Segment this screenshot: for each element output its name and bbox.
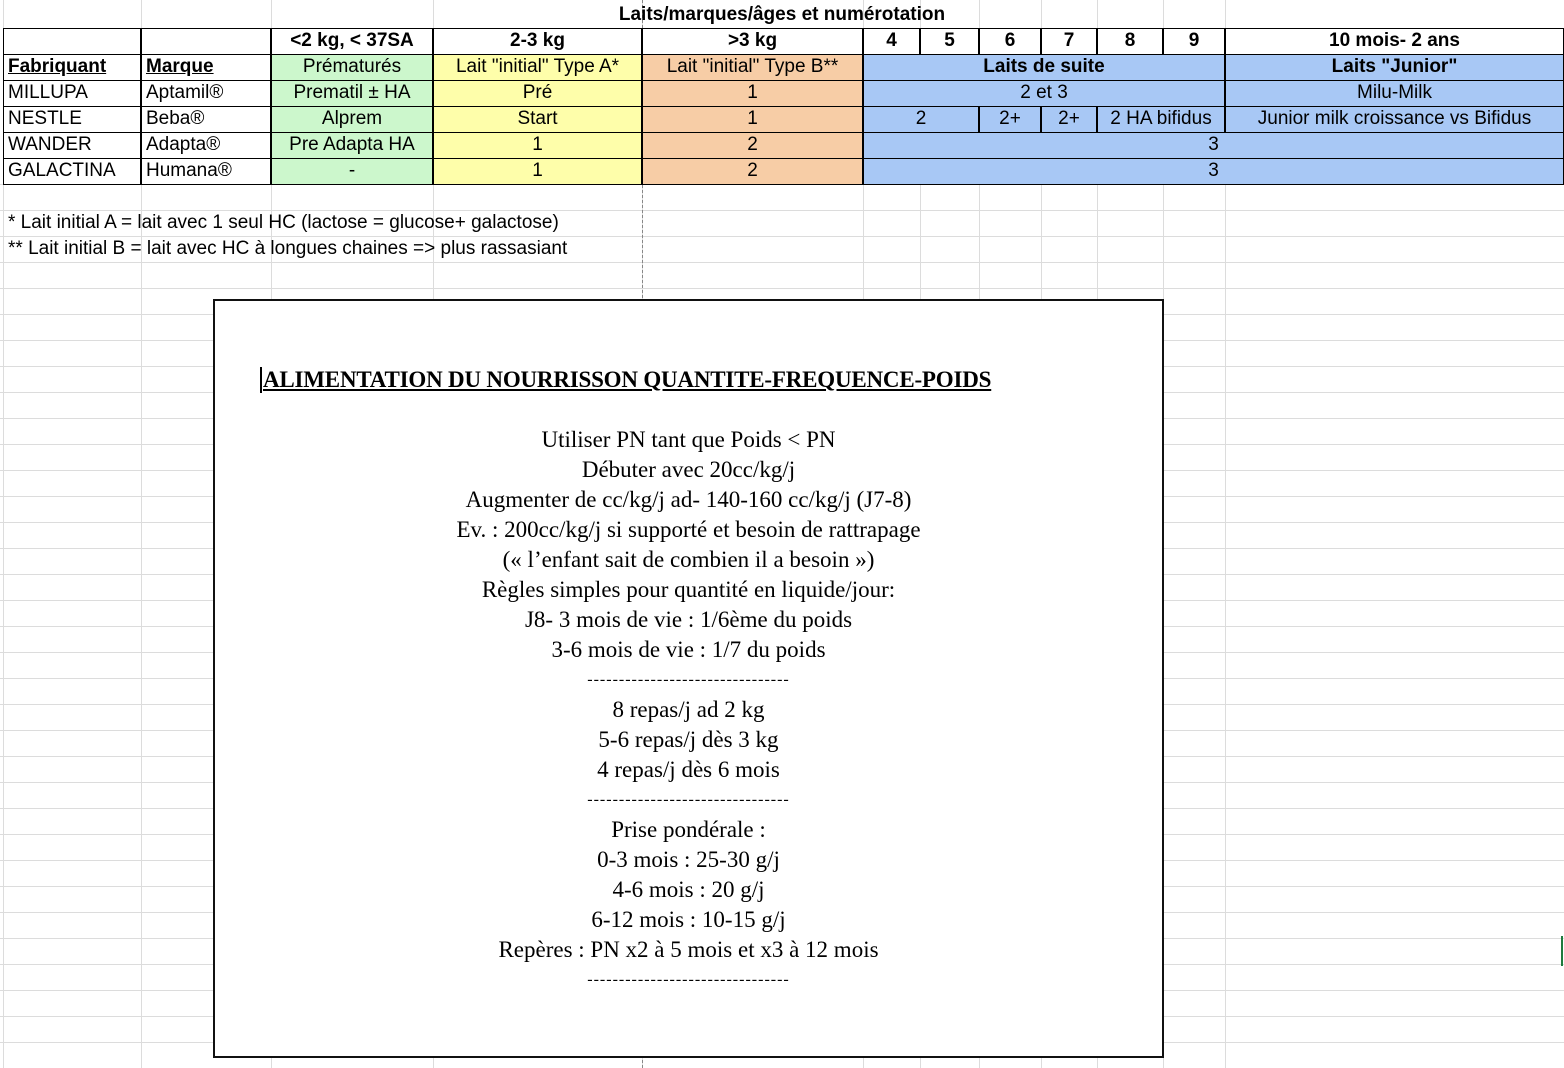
header-month-4[interactable]: 4 (863, 28, 920, 55)
doc-line: 0-3 mois : 25-30 g/j (597, 847, 780, 872)
cell-junior[interactable]: Milu-Milk (1225, 80, 1564, 107)
header-type-b[interactable]: Lait "initial" Type B** (642, 54, 863, 81)
cell-marque[interactable]: Humana® (141, 158, 271, 185)
doc-line: Repères : PN x2 à 5 mois et x3 à 12 mois (498, 937, 879, 962)
cell-marque[interactable]: Beba® (141, 106, 271, 133)
header-10m-2y[interactable]: 10 mois- 2 ans (1225, 28, 1564, 55)
header-month-5[interactable]: 5 (920, 28, 979, 55)
embedded-document-image[interactable] (213, 299, 1164, 1058)
cell-suite-merged[interactable]: 3 (863, 132, 1564, 159)
header-month-6[interactable]: 6 (979, 28, 1041, 55)
cell-premature[interactable]: Pre Adapta HA (271, 132, 433, 159)
doc-line: Règles simples pour quantité en liquide/jour: (481, 577, 896, 602)
header-prematures[interactable]: Prématurés (271, 54, 433, 81)
header-gt3kg[interactable]: >3 kg (642, 28, 863, 55)
cell-type-b[interactable]: 2 (642, 132, 863, 159)
cell-fabricant[interactable]: MILLUPA (3, 80, 141, 107)
header-month-8[interactable]: 8 (1097, 28, 1163, 55)
cell-junior[interactable]: Junior milk croissance vs Bifidus (1225, 106, 1564, 133)
document-body (215, 425, 1162, 995)
cell-type-a[interactable]: 1 (433, 158, 642, 185)
doc-line: Augmenter de cc/kg/j ad- 140-160 cc/kg/j (J7-8) (465, 487, 912, 512)
cell-type-b[interactable]: 1 (642, 80, 863, 107)
doc-line: 6-12 mois : 10-15 g/j (591, 907, 786, 932)
doc-line: 5-6 repas/j dès 3 kg (598, 727, 779, 752)
cell-suite-merged[interactable]: 3 (863, 158, 1564, 185)
cell-suite[interactable]: 2 HA bifidus (1097, 106, 1225, 133)
note-type-b[interactable]: ** Lait initial B = lait avec HC à longues chaines => plus rassasiant (8, 238, 568, 259)
cell-empty[interactable] (3, 28, 141, 55)
header-laits-de-suite[interactable]: Laits de suite (863, 54, 1225, 81)
doc-line: Utiliser PN tant que Poids < PN (541, 427, 836, 452)
doc-line: 4 repas/j dès 6 mois (597, 757, 780, 782)
doc-line: Prise pondérale : (611, 817, 766, 842)
cell-premature[interactable]: Alprem (271, 106, 433, 133)
cell-suite[interactable]: 2+ (979, 106, 1041, 133)
header-laits-junior[interactable]: Laits "Junior" (1225, 54, 1564, 81)
doc-line: J8- 3 mois de vie : 1/6ème du poids (524, 607, 853, 632)
doc-line: 4-6 mois : 20 g/j (612, 877, 765, 902)
cell-type-a[interactable]: 1 (433, 132, 642, 159)
selection-edge (1561, 936, 1563, 966)
doc-line: 8 repas/j ad 2 kg (612, 697, 765, 722)
cell-empty[interactable] (141, 28, 271, 55)
sheet-title[interactable]: Laits/marques/âges et numérotation (618, 4, 946, 25)
cell-premature[interactable]: - (271, 158, 433, 185)
cell-marque[interactable]: Adapta® (141, 132, 271, 159)
header-marque[interactable]: Marque (141, 54, 271, 81)
grid-row-line (0, 262, 1564, 263)
doc-separator: -------------------------------- (587, 671, 790, 688)
cell-type-b[interactable]: 2 (642, 158, 863, 185)
doc-line: (« l’enfant sait de combien il a besoin ») (502, 547, 875, 572)
header-type-a[interactable]: Lait "initial" Type A* (433, 54, 642, 81)
doc-separator: -------------------------------- (587, 971, 790, 988)
cell-marque[interactable]: Aptamil® (141, 80, 271, 107)
grid-row-line (0, 288, 1564, 289)
header-fabriquant[interactable]: Fabriquant (3, 54, 141, 81)
cell-premature[interactable]: Prematil ± HA (271, 80, 433, 107)
header-2-3kg[interactable]: 2-3 kg (433, 28, 642, 55)
cell-fabricant[interactable]: GALACTINA (3, 158, 141, 185)
header-premature-weight[interactable]: <2 kg, < 37SA (271, 28, 433, 55)
cell-type-b[interactable]: 1 (642, 106, 863, 133)
header-month-9[interactable]: 9 (1163, 28, 1225, 55)
cell-fabricant[interactable]: NESTLE (3, 106, 141, 133)
header-month-7[interactable]: 7 (1041, 28, 1097, 55)
doc-separator: -------------------------------- (587, 791, 790, 808)
note-type-a[interactable]: * Lait initial A = lait avec 1 seul HC (lactose = glucose+ galactose) (8, 212, 559, 233)
cell-fabricant[interactable]: WANDER (3, 132, 141, 159)
doc-line: Ev. : 200cc/kg/j si supporté et besoin de rattrapage (456, 517, 921, 542)
cell-type-a[interactable]: Start (433, 106, 642, 133)
cell-suite[interactable]: 2 et 3 (863, 80, 1225, 107)
doc-line: 3-6 mois de vie : 1/7 du poids (551, 637, 826, 662)
cell-suite[interactable]: 2+ (1041, 106, 1097, 133)
cell-type-a[interactable]: Pré (433, 80, 642, 107)
cell-suite[interactable]: 2 (863, 106, 979, 133)
doc-line: Débuter avec 20cc/kg/j (581, 457, 796, 482)
document-title: ALIMENTATION DU NOURRISSON QUANTITE-FREQUENCE-POIDS (260, 367, 991, 393)
